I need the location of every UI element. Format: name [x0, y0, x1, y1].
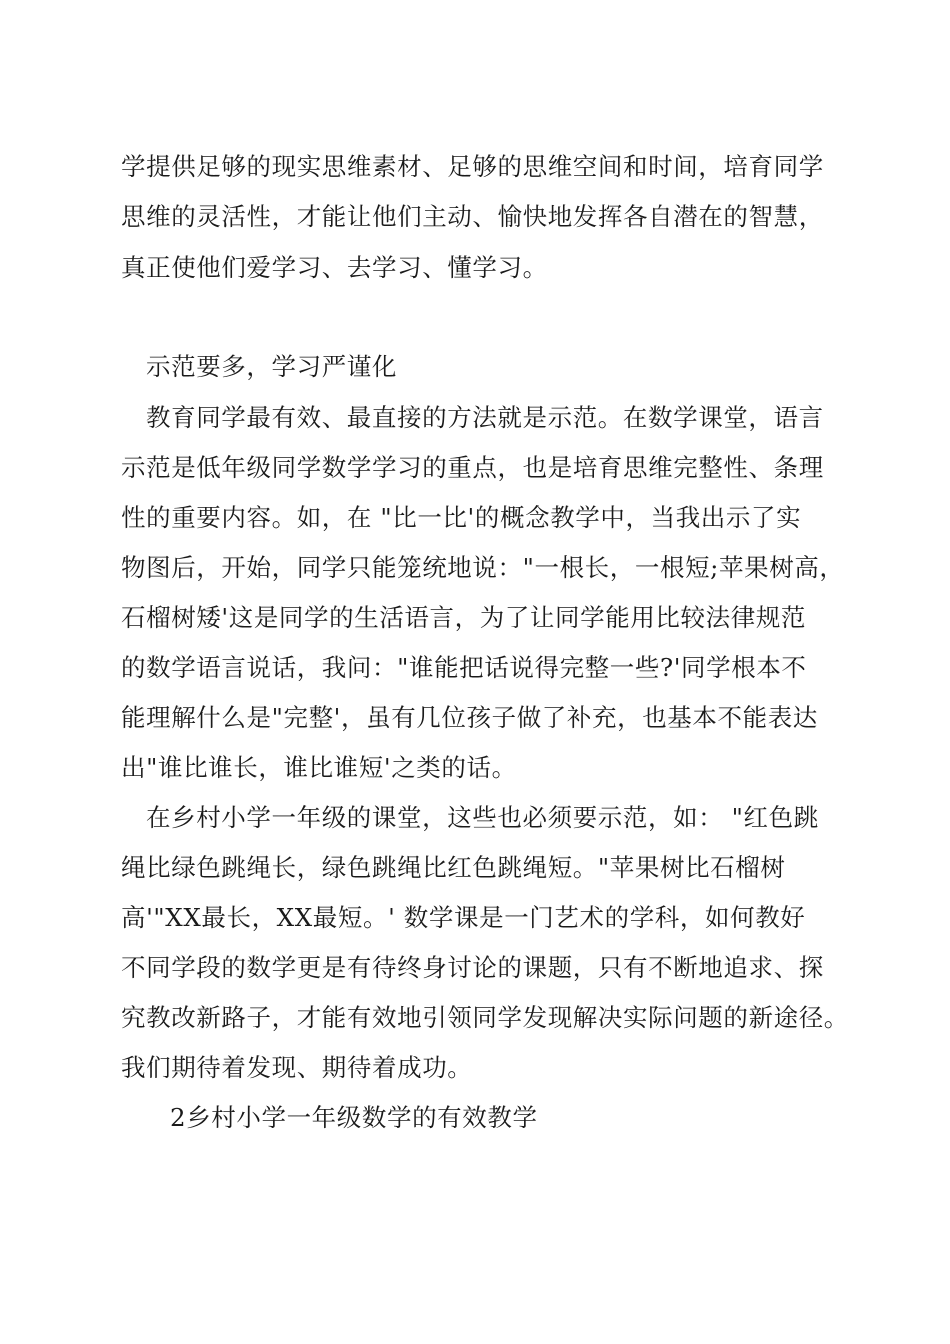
- section-heading: 示范要多，学习严谨化: [146, 352, 397, 381]
- paragraph-line: 示范是低年级同学数学学习的重点，也是培育思维完整性、条理: [121, 453, 824, 482]
- paragraph-line: 性的重要内容。如，在 "比一比'的概念教学中，当我出示了实: [121, 503, 802, 532]
- paragraph-line: 在乡村小学一年级的课堂，这些也必须要示范，如： "红色跳: [146, 803, 819, 832]
- paragraph-line: 高'"XX最长，XX最短。' 数学课是一门艺术的学科，如何教好: [121, 903, 806, 932]
- paragraph-line: 思维的灵活性，才能让他们主动、愉快地发挥各自潜在的智慧，: [121, 202, 824, 231]
- paragraph-line: 真正使他们爱学习、去学习、懂学习。: [121, 253, 548, 282]
- paragraph-line: 教育同学最有效、最直接的方法就是示范。在数学课堂，语言: [146, 403, 824, 432]
- paragraph-line: 石榴树矮'这是同学的生活语言，为了让同学能用比较法律规范: [121, 603, 807, 632]
- paragraph-line: 学提供足够的现实思维素材、足够的思维空间和时间，培育同学: [121, 152, 824, 181]
- section-heading: 2乡村小学一年级数学的有效教学: [170, 1103, 538, 1132]
- paragraph-line: 究教改新路子，才能有效地引领同学发现解决实际问题的新途径。: [121, 1003, 849, 1032]
- paragraph-line: 绳比绿色跳绳长，绿色跳绳比红色跳绳短。"苹果树比石榴树: [121, 853, 786, 882]
- paragraph-line: 能理解什么是"完整'，虽有几位孩子做了补充，也基本不能表达: [121, 703, 818, 732]
- paragraph-line: 不同学段的数学更是有待终身讨论的课题，只有不断地追求、探: [121, 953, 824, 982]
- paragraph-line: 的数学语言说话，我问："谁能把话说得完整一些?'同学根本不: [121, 653, 807, 682]
- paragraph-line: 我们期待着发现、期待着成功。: [121, 1053, 473, 1082]
- paragraph-line: 出"谁比谁长，谁比谁短'之类的话。: [121, 753, 517, 782]
- paragraph-line: 物图后，开始，同学只能笼统地说："一根长，一根短;苹果树高，: [121, 553, 845, 582]
